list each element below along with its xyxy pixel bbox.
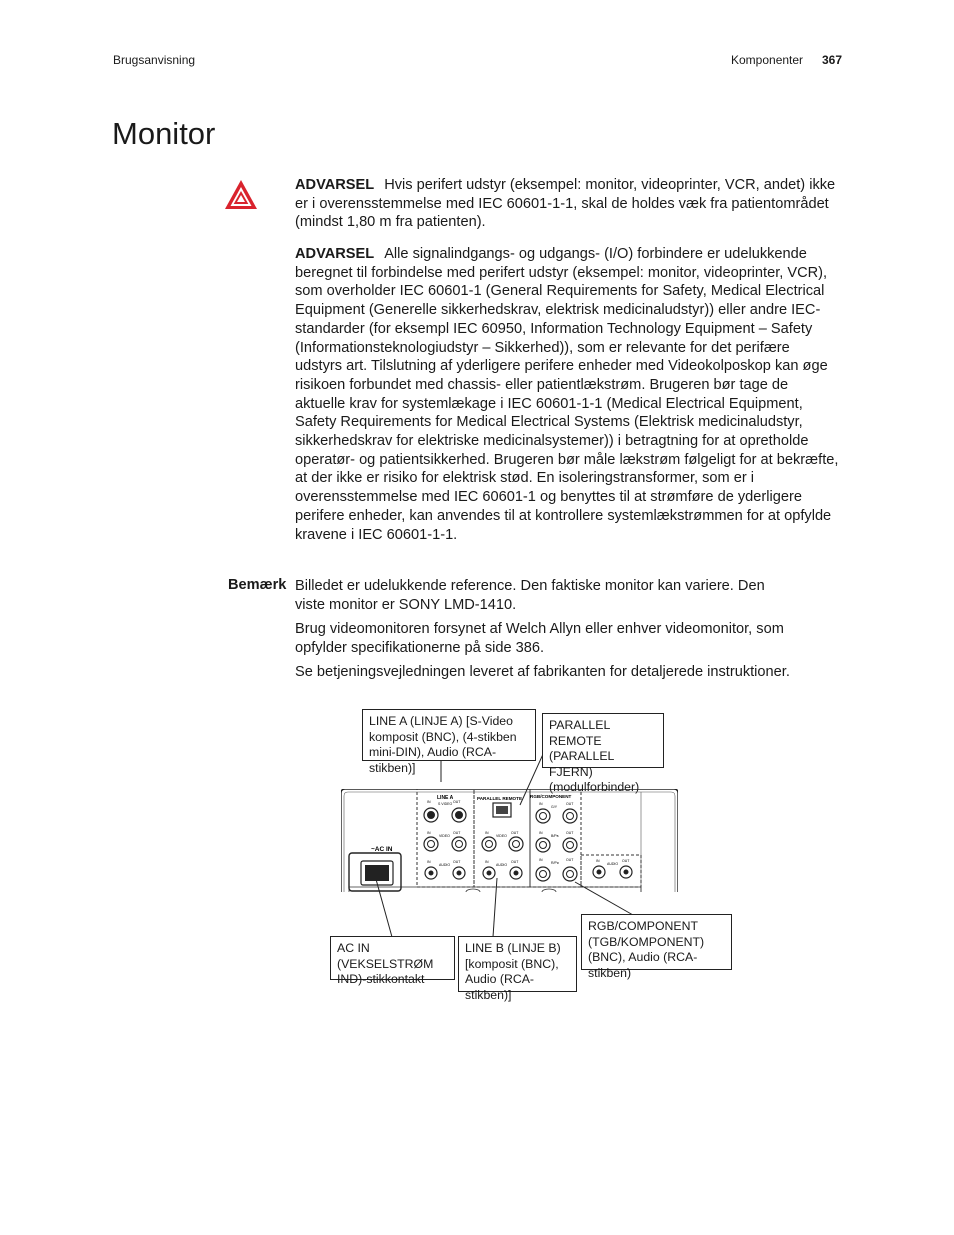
warning-2-text: Alle signalindgangs- og udgangs- (I/O) forbindere er udelukkende beregnet til forbindelse med perifert udstyr (eksempel: monitor, videoprinter, VCR), som overholder IEC 60601-1 (General Requirements for Safety, Medical Electrical Equipment (Generelle sikkerhedskrav, elektrisk medicinaludstyr)) eller andre IEC-standarder (for eksempl IEC 60950, Information Technology Equipment – Safety (Informationsteknologiudstyr – Sikkerhed)), som er relevante for det perifære udstyrs art. Tilslutning af yderligere perifere enheder med Videokolposkop kan øge risikoen forbundet med chassis- eller patientlækstrøm. Brugeren bør tage de aktuelle krav for systemlækage i IEC 60601-1-1 (Medical Electrical Equipment, Safety Requirements for Medical Electrical Systems (Elektrisk medicinaludstyr, sikkerhedskrav for elektriske medicinalsystemer)) i betragtning for at opretholde operatør- og patientsikkerhed. Brugeren bør måle lækstrøm følgeligt for at bekræfte, at der ikke er risiko for elektrisk stød. En isoleringstransformer, som er i overensstemmelse med IEC 60601-1 og benyttes til at strømføre de yderligere perifere enheder, kan anvendes til at kontrollere systemlækstrømmen for at opfylde kravene i IEC 60601-1-1.: [295, 246, 839, 543]
panel-label-in: IN: [427, 831, 431, 835]
panel-label-out: OUT: [566, 802, 574, 806]
panel-label-audio: AUDIO: [439, 863, 451, 867]
panel-label-video: VIDEO: [496, 834, 507, 838]
parallel-remote-jack-icon: [493, 803, 511, 817]
monitor-rear-panel: [341, 789, 678, 892]
callout-ac-in: AC IN (VEKSELSTRØM IND)-stikkontakt: [330, 936, 455, 980]
panel-label-in: IN: [485, 860, 489, 864]
page-number: 367: [822, 53, 843, 67]
paragraph-1: Brug videomonitoren forsynet af Welch Allyn eller enhver videomonitor, som opfylder specifikationerne på side 386.: [295, 621, 784, 656]
panel-label-s-video: S VIDEO: [438, 802, 453, 806]
panel-label-ac-in: ~AC IN: [371, 846, 393, 853]
panel-label-out: OUT: [511, 860, 519, 864]
panel-label-b-pb: B/Pʙ: [551, 834, 559, 838]
panel-label-line-a: LINE A: [437, 795, 454, 801]
panel-label-out: OUT: [453, 800, 461, 804]
panel-label-in: IN: [539, 802, 543, 806]
warning-1-label: ADVARSEL: [295, 177, 375, 193]
panel-label-audio: AUDIO: [607, 862, 619, 866]
panel-label-g-y: G/Y: [551, 805, 558, 809]
ac-inlet-icon: [349, 853, 401, 891]
panel-label-out: OUT: [453, 860, 461, 864]
warning-1-text: Hvis perifert udstyr (eksempel: monitor, videoprinter, VCR, andet) ikke er i overensstemmelse med IEC 60601-1-1, skal de holdes væk fra patientområdet (mindst 1,80 m fra patienten).: [295, 177, 836, 231]
callout-rgb-component: RGB/COMPONENT (TGB/KOMPONENT) (BNC), Audio (RCA-stikben): [581, 914, 732, 970]
panel-label-out: OUT: [566, 831, 574, 835]
panel-label-parallel-remote: PARALLEL REMOTE: [477, 796, 523, 801]
note-label: Bemærk: [228, 577, 287, 593]
callout-line-a: LINE A (LINJE A) [S-Video komposit (BNC), (4-stikben mini-DIN), Audio (RCA-stikben)]: [362, 709, 536, 761]
panel-label-in: IN: [427, 860, 431, 864]
panel-label-rgb-component: RGB/COMPONENT: [530, 794, 572, 799]
panel-label-out: OUT: [566, 858, 574, 862]
panel-label-r-pr: R/Pʀ: [551, 861, 559, 865]
callout-parallel-remote: PARALLEL REMOTE (PARALLEL FJERN) (modulforbinder): [542, 713, 664, 768]
page-title: Monitor: [112, 116, 216, 151]
panel-label-in: IN: [539, 831, 543, 835]
header-section: Komponenter: [731, 53, 804, 67]
header-left: Brugsanvisning: [113, 53, 196, 67]
note-text: Billedet er udelukkende reference. Den faktiske monitor kan variere. Den viste monitor er SONY LMD-1410.: [295, 578, 765, 613]
callout-line-b: LINE B (LINJE B) [komposit (BNC), Audio (RCA-stikben)]: [458, 936, 577, 992]
panel-label-in: IN: [596, 859, 600, 863]
warning-2-label: ADVARSEL: [295, 246, 375, 262]
panel-label-in: IN: [427, 800, 431, 804]
panel-label-video: VIDEO: [439, 834, 450, 838]
panel-label-out: OUT: [453, 831, 461, 835]
panel-label-in: IN: [485, 831, 489, 835]
panel-label-out: OUT: [622, 859, 630, 863]
panel-label-in: IN: [539, 858, 543, 862]
panel-label-out: OUT: [511, 831, 519, 835]
panel-label-audio: AUDIO: [496, 863, 508, 867]
paragraph-2: Se betjeningsvejledningen leveret af fabrikanten for detaljerede instruktioner.: [295, 664, 790, 680]
